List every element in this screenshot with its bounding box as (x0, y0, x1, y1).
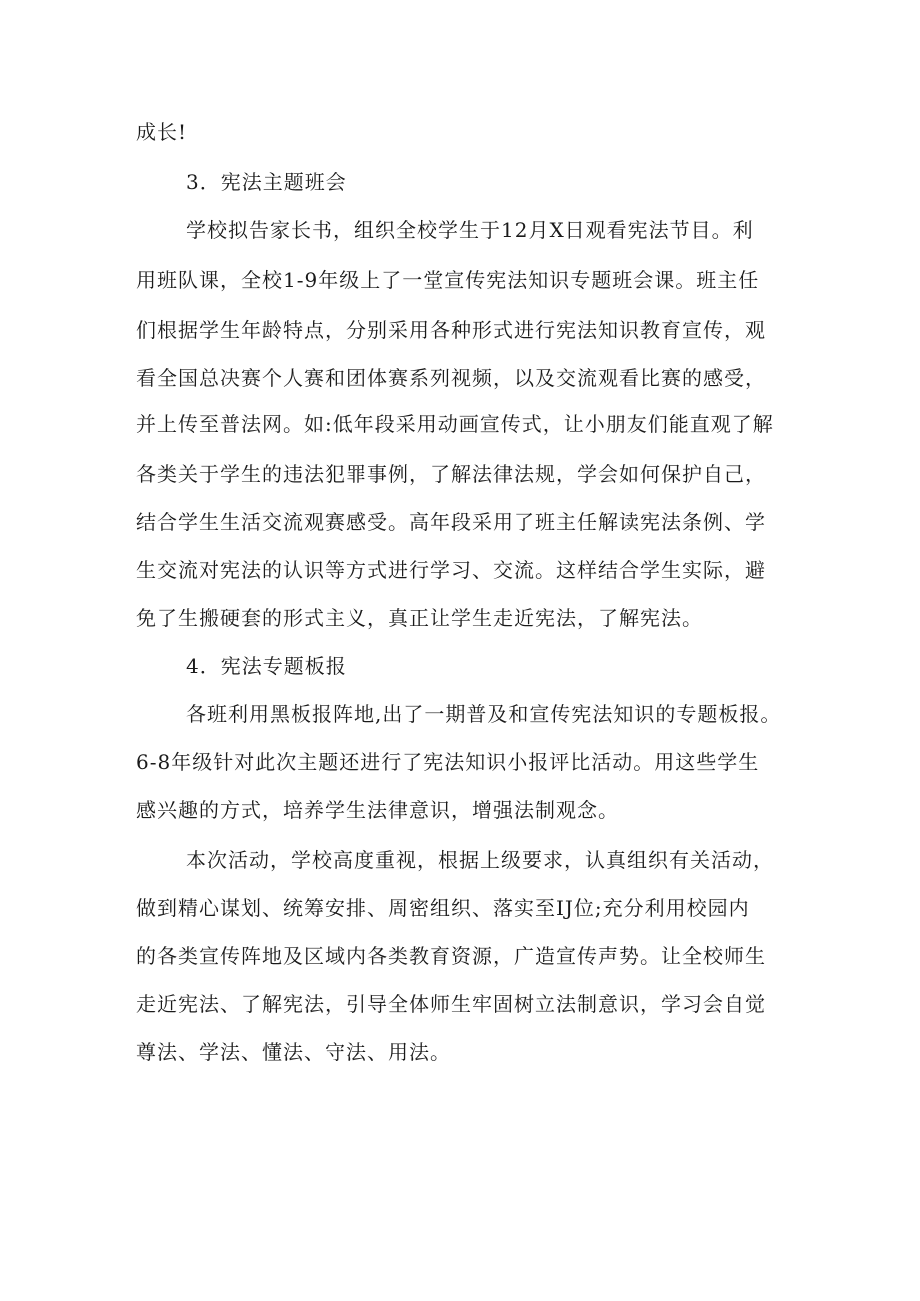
text-line: 学校拟告家长书，组织全校学生于12月X日观看宪法节目。利 (186, 218, 754, 242)
text-line: 用班队课，全校1-9年级上了一堂宣传宪法知识专题班会课。班主任 (136, 268, 760, 292)
text-line: 感兴趣的方式，培养学生法律意识，增强法制观念。 (136, 798, 619, 822)
text-line: 并上传至普法网。如:低年段采用动画宣传式，让小朋友们能直观了解 (136, 412, 774, 436)
text-line: 走近宪法、了解宪法，引导全体师生牢固树立法制意识，学习会自觉 (136, 992, 766, 1016)
text-line: 看全国总决赛个人赛和团体赛系列视频，以及交流观看比赛的感受， (136, 366, 766, 390)
text-line: 各班利用黑板报阵地,出了一期普及和宣传宪法知识的专题板报。 (186, 702, 782, 726)
text-line: 成长! (136, 120, 188, 144)
text-line: 结合学生生活交流观赛感受。高年段采用了班主任解读宪法条例、学 (136, 510, 766, 534)
text-line: 免了生搬硬套的形式主义，真正让学生走近宪法，了解宪法。 (136, 606, 703, 630)
section-heading: 3．宪法主题班会 (186, 170, 347, 194)
text-line: 尊法、学法、懂法、守法、用法。 (136, 1040, 451, 1064)
text-line: 本次活动，学校高度重视，根据上级要求，认真组织有关活动， (186, 848, 774, 872)
text-line: 做到精心谋划、统筹安排、周密组织、落实至IJ位;充分利用校园内 (136, 896, 750, 920)
text-line: 生交流对宪法的认识等方式进行学习、交流。这样结合学生实际，避 (136, 558, 766, 582)
section-heading: 4．宪法专题板报 (186, 654, 347, 678)
text-line: 6-8年级针对此次主题还进行了宪法知识小报评比活动。用这些学生 (136, 750, 760, 774)
text-line: 的各类宣传阵地及区域内各类教育资源，广造宣传声势。让全校师生 (136, 944, 766, 968)
text-line: 各类关于学生的违法犯罪事例，了解法律法规，学会如何保护自己， (136, 462, 766, 486)
text-line: 们根据学生年龄特点，分别采用各种形式进行宪法知识教育宣传，观 (136, 318, 766, 342)
